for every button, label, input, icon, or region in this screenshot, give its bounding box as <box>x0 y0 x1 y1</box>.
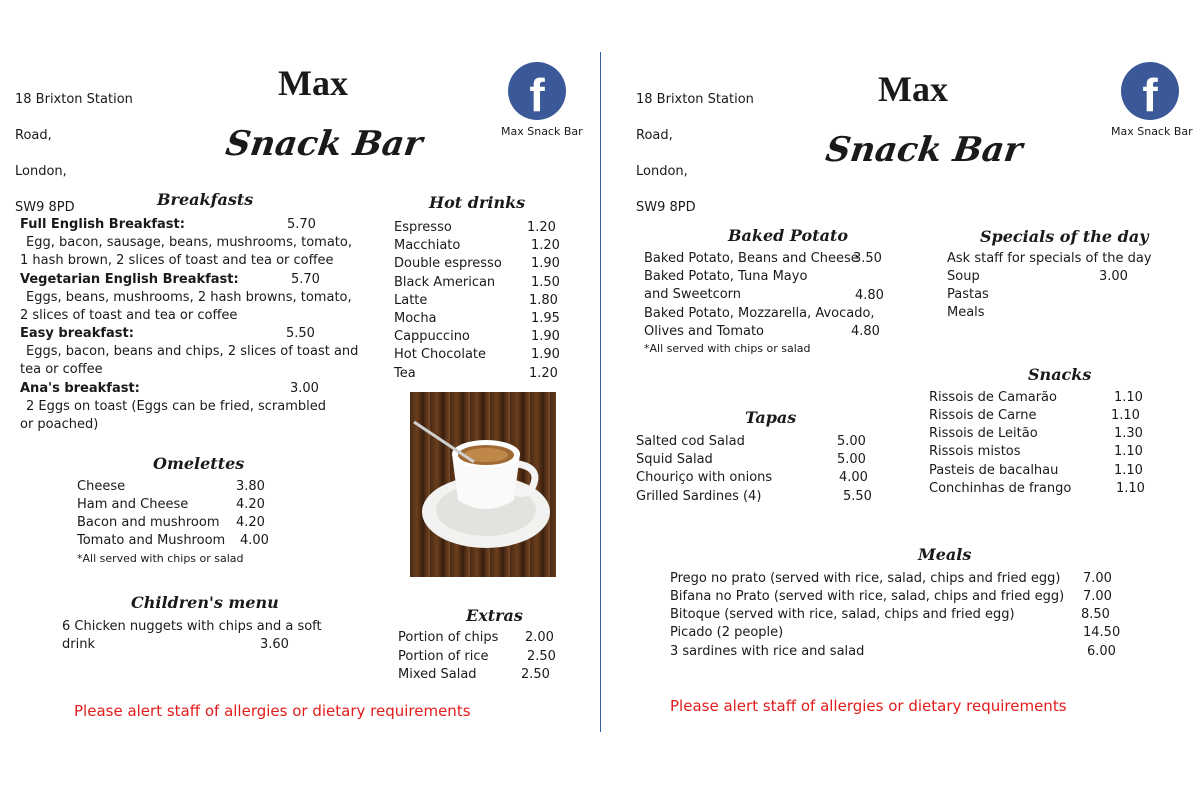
served-note: *All served with chips or salad <box>644 342 811 355</box>
menu-item-price: 1.10 <box>1111 408 1140 423</box>
restaurant-title: Max <box>878 69 948 109</box>
address-line: 18 Brixton Station <box>15 92 133 107</box>
menu-item-price: 14.50 <box>1083 625 1121 640</box>
menu-item-name: Double espresso <box>394 256 502 271</box>
menu-item-name: 3 sardines with rice and salad <box>670 644 865 659</box>
menu-item-price: 5.00 <box>837 452 866 467</box>
menu-item-price: 1.10 <box>1116 481 1145 496</box>
menu-item-name: Prego no prato (served with rice, salad, chips and fried egg) <box>670 571 1061 586</box>
menu-item-name: Squid Salad <box>636 452 713 467</box>
menu-item-name: Grilled Sardines (4) <box>636 489 762 504</box>
menu-item-price: 3.80 <box>236 479 265 494</box>
menu-item-name: Black American <box>394 275 496 290</box>
menu-item-name: Salted cod Salad <box>636 434 745 449</box>
espresso-cup-icon <box>410 392 556 577</box>
menu-item-name: Rissois de Leitão <box>929 426 1038 441</box>
menu-item-price: 4.20 <box>236 497 265 512</box>
menu-item-name: Soup <box>947 269 980 284</box>
menu-item-price: 4.80 <box>851 324 880 339</box>
section-title-snacks: Snacks <box>1028 365 1092 384</box>
menu-item-name: Pasteis de bacalhau <box>929 463 1059 478</box>
menu-item-name: Bitoque (served with rice, salad, chips and fried egg) <box>670 607 1015 622</box>
address-line: 18 Brixton Station <box>636 92 754 107</box>
menu-item-name: Baked Potato, Tuna Mayo and Sweetcorn <box>644 269 808 302</box>
section-title-baked-potato: Baked Potato <box>728 226 849 245</box>
coffee-photo <box>410 392 556 577</box>
menu-item-price: 1.30 <box>1114 426 1143 441</box>
menu-item-name: Macchiato <box>394 238 461 253</box>
address-line: SW9 8PD <box>636 200 696 215</box>
section-title-children: Children's menu <box>131 593 279 612</box>
section-title-breakfasts: Breakfasts <box>157 190 254 209</box>
menu-item-price: 2.50 <box>527 649 556 664</box>
facebook-icon[interactable]: f <box>508 62 566 120</box>
menu-item-price: 1.80 <box>529 293 558 308</box>
menu-item-name: Portion of chips <box>398 630 499 645</box>
address <box>636 73 754 235</box>
menu-item-price: 4.80 <box>855 288 884 303</box>
menu-item-price: 1.95 <box>531 311 560 326</box>
menu-item-price: 2.00 <box>525 630 554 645</box>
menu-item-desc: 2 Eggs on toast (Eggs can be fried, scrambled or poached) <box>20 399 326 432</box>
section-title-specials: Specials of the day <box>980 227 1149 246</box>
menu-item-price: 6.00 <box>1087 644 1116 659</box>
menu-item-price: 5.00 <box>837 434 866 449</box>
menu-item-price: 3.60 <box>260 637 289 652</box>
menu-item-price: 1.20 <box>529 366 558 381</box>
menu-item-desc: Eggs, beans, mushrooms, 2 hash browns, tomato, 2 slices of toast and tea or coffee <box>20 290 352 323</box>
menu-item-name: Cheese <box>77 479 126 494</box>
menu-item-price: 4.00 <box>839 470 868 485</box>
address-line: SW9 8PD <box>15 200 75 215</box>
section-title-meals: Meals <box>918 545 972 564</box>
address-line: Road, <box>636 128 673 143</box>
menu-item-price: 1.90 <box>531 256 560 271</box>
menu-item-price: 1.50 <box>531 275 560 290</box>
menu-item-name: Latte <box>394 293 428 308</box>
menu-item-name: 6 Chicken nuggets with chips and a soft drink <box>62 619 322 652</box>
menu-item-price: 5.70 <box>291 272 320 287</box>
address <box>15 73 133 235</box>
menu-item-price: 1.20 <box>527 220 556 235</box>
specials-note: Ask staff for specials of the day <box>947 251 1152 266</box>
menu-item-price: 5.50 <box>843 489 872 504</box>
menu-item-desc: Eggs, bacon, beans and chips, 2 slices of toast and tea or coffee <box>20 344 359 377</box>
facebook-label: Max Snack Bar <box>501 125 583 138</box>
menu-item-name: Rissois mistos <box>929 444 1021 459</box>
menu-item-price: 1.90 <box>531 347 560 362</box>
address-line: Road, <box>15 128 52 143</box>
menu-item-price: 7.00 <box>1083 589 1112 604</box>
address-line: London, <box>15 164 67 179</box>
menu-item-price: 1.10 <box>1114 390 1143 405</box>
menu-item-name: Pastas <box>947 287 989 302</box>
menu-item-price: 3.00 <box>1099 269 1128 284</box>
menu-item-name: Cappuccino <box>394 329 470 344</box>
section-title-tapas: Tapas <box>745 408 797 427</box>
menu-item-name: Tomato and Mushroom <box>77 533 226 548</box>
menu-item-name: Baked Potato, Beans and Cheese <box>644 251 859 266</box>
restaurant-title: Max <box>278 63 348 103</box>
menu-item-name: Portion of rice <box>398 649 489 664</box>
facebook-icon[interactable]: f <box>1121 62 1179 120</box>
address-line: London, <box>636 164 688 179</box>
menu-item-name: Conchinhas de frango <box>929 481 1072 496</box>
menu-item-name: Picado (2 people) <box>670 625 784 640</box>
menu-item-name: Espresso <box>394 220 452 235</box>
menu-item-price: 2.50 <box>521 667 550 682</box>
served-note: *All served with chips or salad <box>77 552 244 565</box>
page-divider <box>600 52 601 732</box>
menu-item-price: 1.90 <box>531 329 560 344</box>
facebook-label: Max Snack Bar <box>1111 125 1193 138</box>
section-title-hot-drinks: Hot drinks <box>429 193 526 212</box>
menu-item-price: 8.50 <box>1081 607 1110 622</box>
menu-item-name: Bacon and mushroom <box>77 515 220 530</box>
menu-item-price: 3.50 <box>853 251 882 266</box>
menu-item-price: 4.00 <box>240 533 269 548</box>
menu-item-name: Rissois de Carne <box>929 408 1037 423</box>
menu-item-name: Ham and Cheese <box>77 497 189 512</box>
menu-item-name: Meals <box>947 305 985 320</box>
menu-item-price: 1.20 <box>531 238 560 253</box>
section-title-omelettes: Omelettes <box>153 454 245 473</box>
menu-item-name: Bifana no Prato (served with rice, salad, chips and fried egg) <box>670 589 1065 604</box>
menu-item-name: Chouriço with onions <box>636 470 773 485</box>
menu-item-name: Easy breakfast: <box>20 326 134 341</box>
menu-item-name: Mocha <box>394 311 437 326</box>
restaurant-subtitle: Snack Bar <box>223 124 425 164</box>
allergy-alert: Please alert staff of allergies or dietary requirements <box>670 697 1067 715</box>
menu-item-price: 4.20 <box>236 515 265 530</box>
menu-item-price: 1.10 <box>1114 444 1143 459</box>
menu-item-price: 7.00 <box>1083 571 1112 586</box>
menu-item-name: Mixed Salad <box>398 667 477 682</box>
menu-item-price: 3.00 <box>290 381 319 396</box>
section-title-extras: Extras <box>466 606 523 625</box>
menu-item-price: 5.50 <box>286 326 315 341</box>
menu-item-name: Full English Breakfast: <box>20 217 185 232</box>
menu-item-name: Rissois de Camarão <box>929 390 1057 405</box>
menu-item-name: Tea <box>394 366 416 381</box>
menu-item-price: 5.70 <box>287 217 316 232</box>
menu-item-desc: Egg, bacon, sausage, beans, mushrooms, tomato, 1 hash brown, 2 slices of toast and tea or coffee <box>20 235 352 268</box>
menu-item-name: Hot Chocolate <box>394 347 487 362</box>
menu-item-price: 1.10 <box>1114 463 1143 478</box>
menu-item-name: Ana's breakfast: <box>20 381 140 396</box>
menu-item-name: Baked Potato, Mozzarella, Avocado, Olives and Tomato <box>644 306 875 339</box>
restaurant-subtitle: Snack Bar <box>823 130 1025 170</box>
menu-item-name: Vegetarian English Breakfast: <box>20 272 239 287</box>
allergy-alert: Please alert staff of allergies or dietary requirements <box>74 702 471 720</box>
